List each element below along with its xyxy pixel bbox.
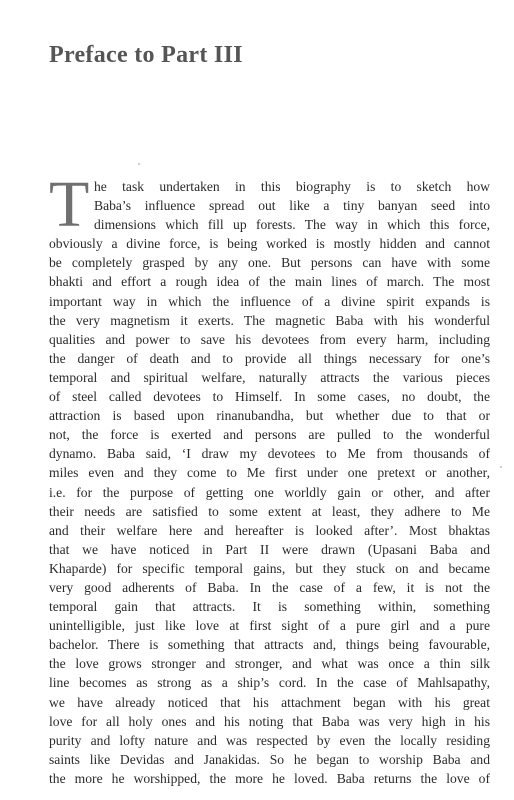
text-line: the more he worshipped, the more he loved. Baba returns the love of: [49, 770, 490, 786]
text-line: saints like Devidas and Janakidas. So he began to worship Baba and: [49, 751, 490, 767]
text-line: i.e. for the purpose of getting one worldly gain or other, and after: [49, 484, 490, 500]
text-line: Baba’s influence spread out like a tiny banyan seed into: [94, 198, 490, 214]
text-line: the danger of death and to provide all things necessary for one’s: [49, 350, 490, 366]
text-line: miles even and they come to Me first under one pretext or another,: [49, 465, 490, 481]
text-line: bhakti and effort a rough idea of the main lines of march. The most: [49, 274, 490, 290]
text-line: love for all holy ones and his noting that Baba was very high in his: [49, 713, 490, 729]
text-line: important way in which the influence of a divine spirit expands is: [49, 293, 490, 309]
text-line: qualities and power to save his devotees from every harm, including: [49, 331, 490, 347]
text-line: Khaparde) for specific temporal gains, but they stuck on and became: [49, 560, 490, 576]
text-line: line becomes as strong as a ship’s cord. In the case of Mahlsapathy,: [49, 675, 490, 691]
text-line: very good adherents of Baba. In the case of a few, it is not the: [49, 579, 490, 595]
text-line: not, the force is exerted and persons are pulled to the wonderful: [49, 427, 490, 443]
drop-cap: T: [49, 168, 90, 241]
text-line: be completely grasped by any one. But persons can have with some: [49, 255, 490, 271]
text-line: dynamo. Baba said, ‘I draw my devotees to Me from thousands of: [49, 446, 490, 462]
text-line: he task undertaken in this biography is to sketch how: [94, 179, 490, 194]
text-line: temporal and spiritual welfare, naturally attracts the various pieces: [49, 369, 490, 385]
text-line: of steel called devotees to Himself. In some cases, no doubt, the: [49, 389, 490, 405]
text-line: we have already noticed that his attachment began with his great: [49, 694, 490, 710]
text-line: purity and lofty nature and was respected by even the locally residing: [49, 732, 490, 748]
scan-speck: [500, 466, 502, 468]
scan-speck: [138, 163, 140, 165]
page-title: Preface to Part III: [49, 42, 243, 68]
preface-body-text: [49, 168, 490, 788]
text-line: their needs are satisfied to some extent at least, they adhere to Me: [49, 503, 490, 519]
text-line: that we have noticed in Part II were drawn (Upasani Baba and: [49, 541, 490, 557]
text-line: bachelor. There is something that attracts and, things being favourable,: [49, 637, 490, 653]
text-line: the love grows stronger and stronger, and what was once a thin silk: [49, 656, 490, 672]
text-line: the very magnetism it exerts. The magnetic Baba with his wonderful: [49, 312, 490, 328]
text-line: and their welfare here and hereafter is looked after’. Most bhaktas: [49, 522, 490, 538]
text-line: unintelligible, just like love at first sight of a pure girl and a pure: [49, 618, 490, 634]
text-line: obviously a divine force, is being worked is mostly hidden and cannot: [49, 236, 490, 252]
text-line: attraction is based upon rinanubandha, but whether due to that or: [49, 408, 490, 424]
text-line: dimensions which fill up forests. The way in which this force,: [94, 217, 490, 233]
text-line: temporal gain that attracts. It is something within, something: [49, 599, 490, 615]
